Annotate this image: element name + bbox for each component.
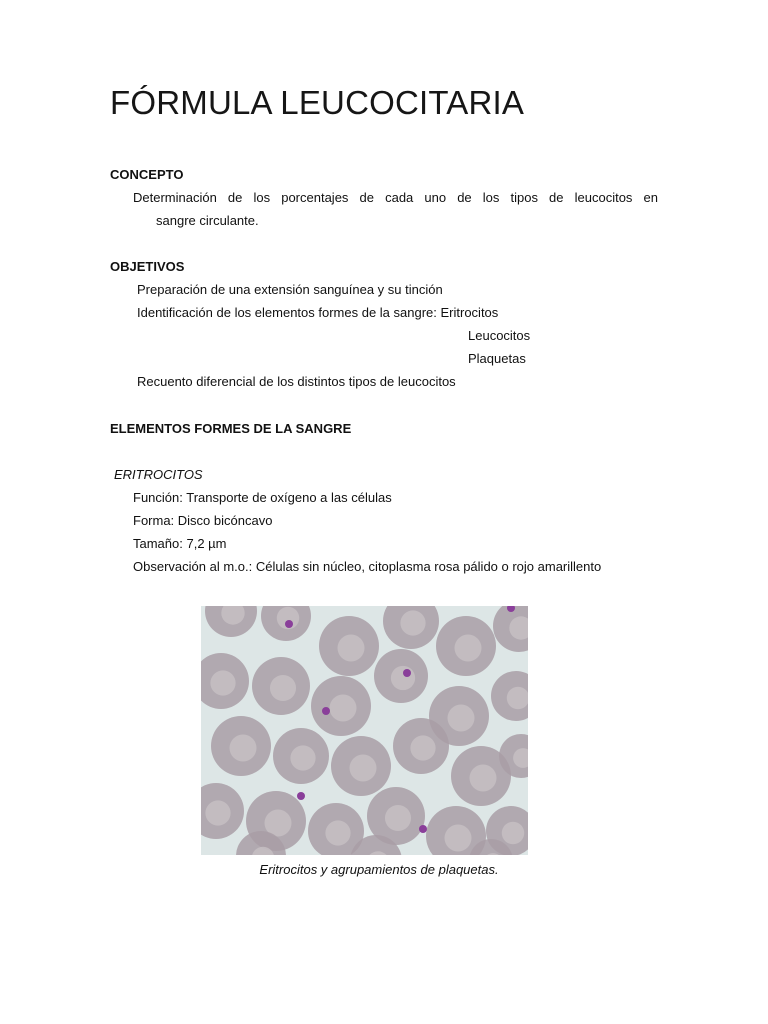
erythrocyte-center	[325, 820, 350, 845]
objetivo-item-preparacion: Preparación de una extensión sanguínea y su tinción	[137, 282, 443, 297]
blood-smear-image	[201, 606, 528, 855]
erythrocyte-center	[445, 825, 472, 852]
erythrocyte-center	[330, 695, 357, 722]
erythrocyte-center	[210, 670, 235, 695]
objetivo-subitem-leucocitos: Leucocitos	[468, 328, 531, 343]
elementos-heading: ELEMENTOS FORMES DE LA SANGRE	[110, 421, 352, 436]
eritrocitos-forma: Forma: Disco bicóncavo	[133, 513, 273, 528]
eritrocitos-tamano: Tamaño: 7,2 µm	[133, 536, 227, 551]
objetivos-heading: OBJETIVOS	[110, 259, 185, 274]
objetivo-item-recuento: Recuento diferencial de los distintos tipos de leucocitos	[137, 374, 456, 389]
concepto-text-line1: Determinación de los porcentajes de cada uno de los tipos de leucocitos en	[133, 190, 658, 205]
eritrocitos-subheading: ERITROCITOS	[114, 467, 203, 482]
erythrocyte-center	[230, 735, 257, 762]
erythrocyte-center	[448, 705, 475, 732]
erythrocyte-center	[391, 666, 415, 690]
platelet	[322, 707, 330, 715]
erythrocyte-center	[205, 800, 230, 825]
erythrocyte-center	[470, 765, 497, 792]
erythrocyte-center	[270, 675, 296, 701]
platelet	[297, 792, 305, 800]
objetivo-subitem-plaquetas: Plaquetas	[468, 351, 526, 366]
eritrocitos-funcion: Función: Transporte de oxígeno a las células	[133, 490, 392, 505]
concepto-text-line2: sangre circulante.	[156, 213, 259, 228]
platelet	[419, 825, 427, 833]
page-title: FÓRMULA LEUCOCITARIA	[110, 84, 525, 121]
figure-caption: Eritrocitos y agrupamientos de plaquetas.	[259, 862, 499, 877]
erythrocyte-center	[385, 805, 411, 831]
erythrocyte-center	[502, 822, 525, 845]
platelet	[403, 669, 411, 677]
eritrocitos-observacion: Observación al m.o.: Células sin núcleo, citoplasma rosa pálido o rojo amarillento	[133, 559, 602, 574]
concepto-heading: CONCEPTO	[110, 167, 184, 182]
erythrocyte-center	[290, 745, 315, 770]
blood-smear-drawing	[201, 606, 528, 855]
platelet	[285, 620, 293, 628]
objetivo-item-identificacion: Identificación de los elementos formes de la sangre: Eritrocitos	[137, 305, 499, 320]
erythrocyte-center	[400, 610, 425, 635]
erythrocyte-center	[350, 755, 377, 782]
erythrocyte-center	[338, 635, 365, 662]
erythrocyte-center	[455, 635, 482, 662]
erythrocyte-center	[410, 735, 435, 760]
